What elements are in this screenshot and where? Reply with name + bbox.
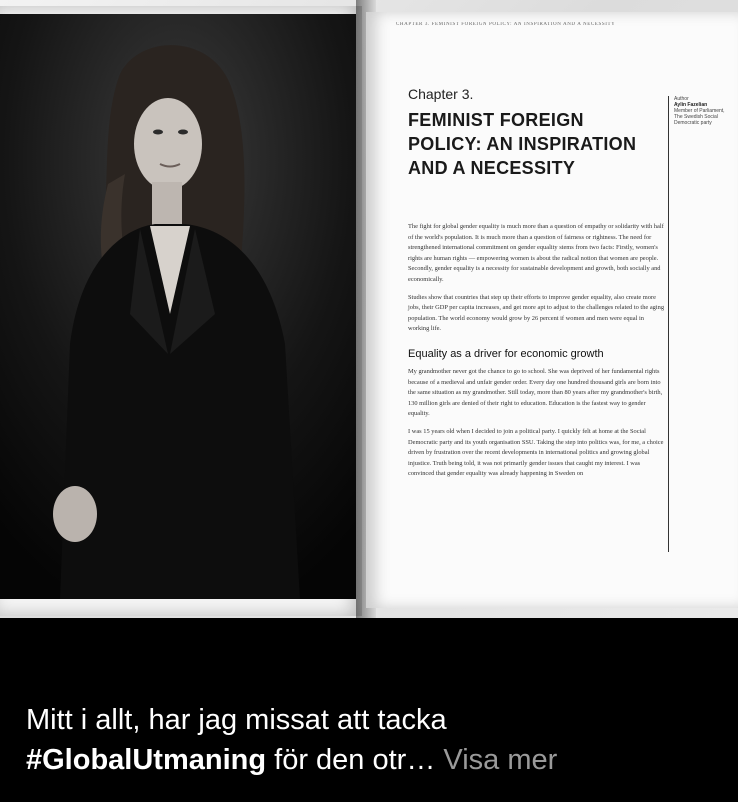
caption-line-1: Mitt i allt, har jag missat att tacka <box>26 704 447 736</box>
portrait-illustration <box>0 14 356 599</box>
body-paragraph: The fight for global gender equality is much more than a question of empathy or solidarity with half of the world's population. It is much more than a question of fairness or rightness. The need for strengthened international commitment on gender equality stems from two facts: Firstly, women's rights are human rights — empowering women is about the radical notion that women are people. Secondly, gender equality is a necessity for sustainable development and growth, both socially and economically. <box>408 223 664 283</box>
body-paragraph: I was 15 years old when I decided to join a political party. I quickly felt at home at the Social Democratic party and its youth organisation SSU. Taking the step into politics was, for me, a choice driven by frustration over the recent developments in international politics and growing global injustice. Truth being told, it was not primarily gender issues that caught my interest. I was convinced that gender equality was already happening in Sweden on <box>408 427 664 478</box>
caption-text: för den otr… <box>266 744 436 776</box>
chapter-body <box>408 222 664 487</box>
author-name: Aylin Fazelian <box>674 102 708 108</box>
running-head: CHAPTER 3. FEMINIST FOREIGN POLICY: AN INSPIRATION AND A NECESSITY <box>396 22 616 27</box>
author-divider <box>668 96 669 552</box>
portrait-photo <box>0 14 356 599</box>
section-heading: Equality as a driver for economic growth <box>408 347 604 360</box>
author-role: Member of Parliament, The Swedish Social Democratic party <box>674 108 725 126</box>
hashtag-link[interactable]: #GlobalUtmaning <box>26 744 267 776</box>
left-page <box>0 6 362 616</box>
see-more-link[interactable]: Visa mer <box>443 744 558 776</box>
author-info <box>674 96 734 126</box>
right-page <box>366 12 738 608</box>
author-label: Author <box>674 96 689 102</box>
body-paragraph: My grandmother never got the chance to go to school. She was deprived of her fundamental rights because of a medieval and unfair gender order. Every day one hundred thousand girls are born into the same situation as my grandmother. Still today, more than 80 years after my grandmother's birth, 130 million girls are denied of their right to education. Education is the fastest way to gender equality. <box>408 367 663 418</box>
chapter-title: FEMINIST FOREIGN POLICY: AN INSPIRATION AND A NECESSITY <box>408 110 637 178</box>
post-caption <box>26 700 726 780</box>
body-paragraph: Studies show that countries that step up their efforts to improve gender equality, also create more jobs, their GDP per capita increases, and get more apt to adjust to the challenges related to the aging population. The world economy would grow by 26 percent if women and men were equal in working life. <box>408 293 665 333</box>
chapter-number: Chapter 3. <box>408 86 474 102</box>
caption-line-2 <box>26 740 726 780</box>
